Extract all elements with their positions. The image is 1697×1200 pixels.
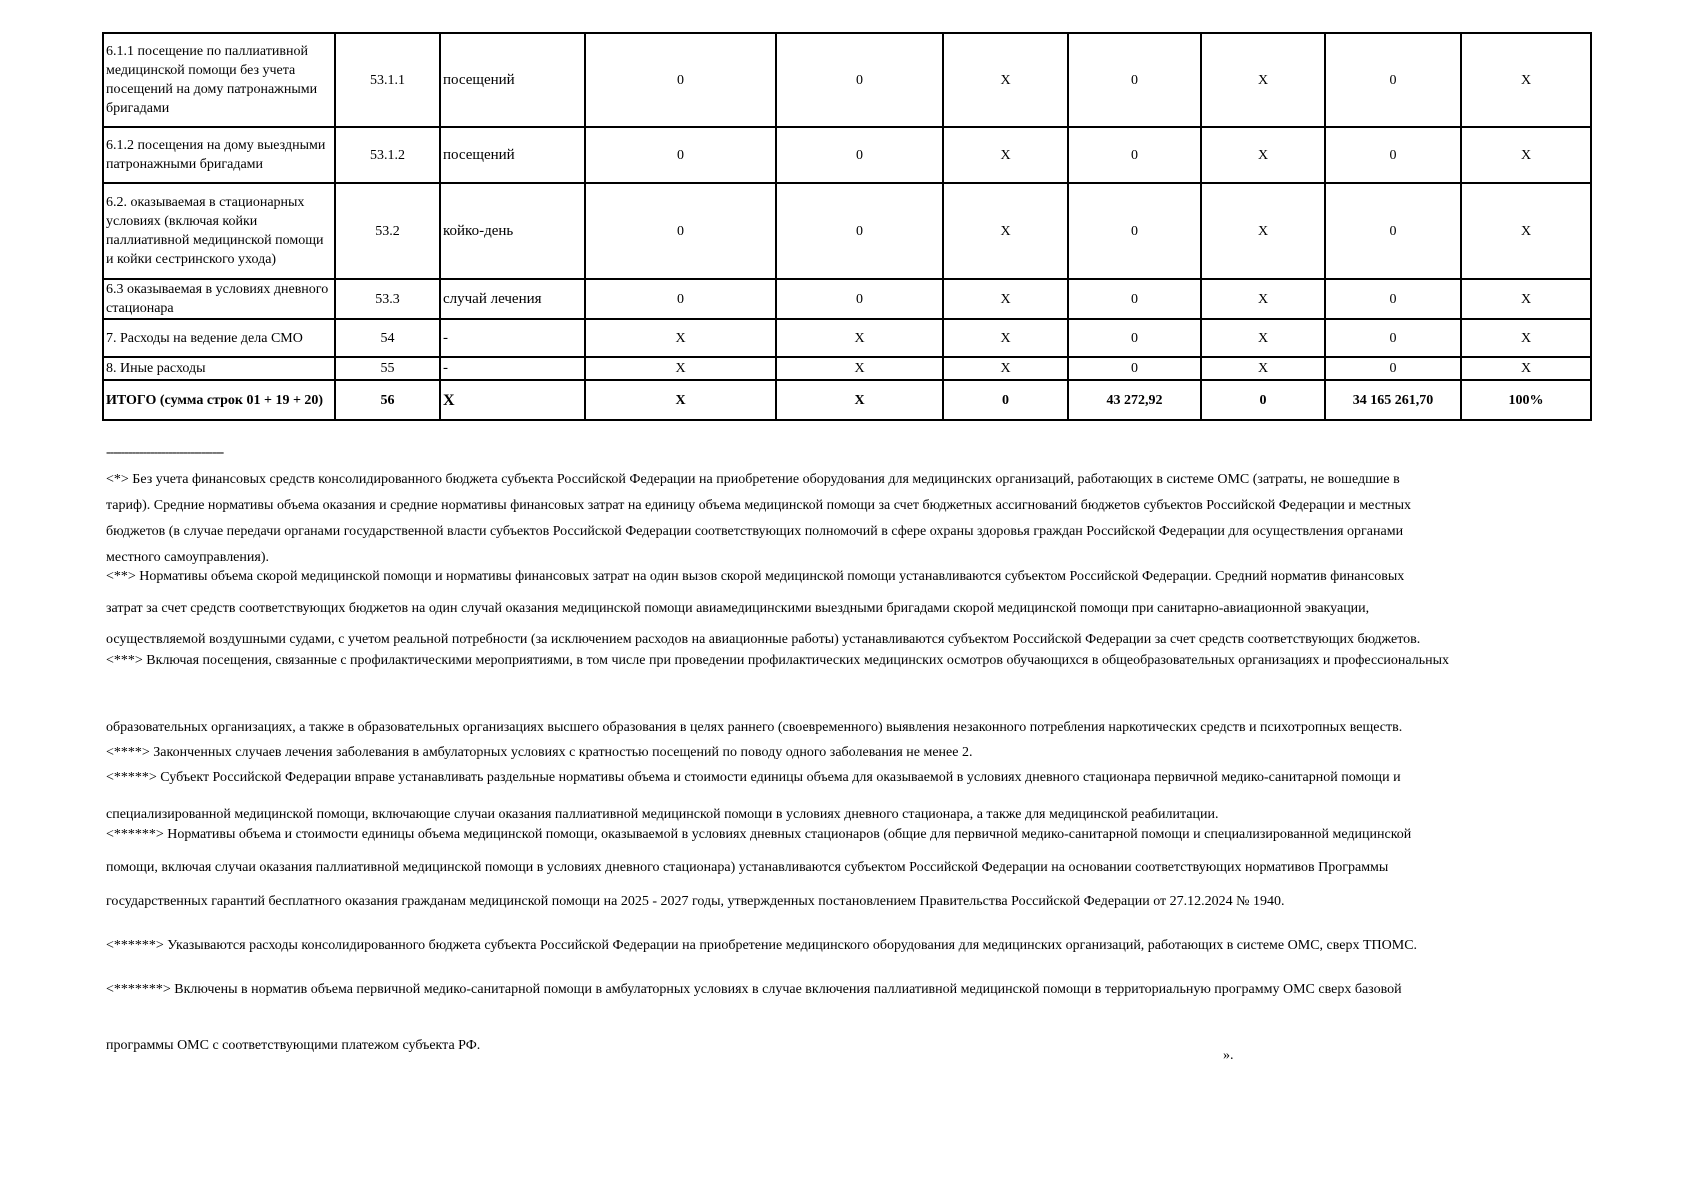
cell-c5: 0 — [1201, 380, 1325, 420]
cell-code: 54 — [335, 319, 440, 357]
cell-name: 6.3 оказываемая в условиях дневного стационара — [103, 279, 335, 319]
cell-unit: койко-день — [440, 183, 585, 279]
cell-c3: X — [943, 357, 1068, 380]
cell-c1: X — [585, 357, 776, 380]
cell-unit: случай лечения — [440, 279, 585, 319]
cell-c7: X — [1461, 127, 1591, 183]
footnote-line: <***> Включая посещения, связанные с профилактическими мероприятиями, в том числе при проведении профилактических медицинских осмотров обучающихся в общеобразовательных организациях и профессиональных — [106, 653, 1449, 668]
cell-c5: X — [1201, 183, 1325, 279]
cell-code: 56 — [335, 380, 440, 420]
cell-c7: X — [1461, 183, 1591, 279]
cell-c1: X — [585, 319, 776, 357]
cell-c2: X — [776, 380, 943, 420]
cell-c5: X — [1201, 33, 1325, 127]
cell-unit: посещений — [440, 33, 585, 127]
cell-c4: 0 — [1068, 33, 1201, 127]
cell-c7: 100% — [1461, 380, 1591, 420]
footnote-line: <*> Без учета финансовых средств консолидированного бюджета субъекта Российской Федерации на приобретение оборудования для медицинских организаций, работающих в системе ОМС (затраты, не вошедшие в — [106, 472, 1400, 487]
cell-c2: 0 — [776, 279, 943, 319]
cell-c1: 0 — [585, 127, 776, 183]
cell-c1: 0 — [585, 183, 776, 279]
table-row — [103, 319, 1591, 357]
footnote-line: программы ОМС с соответствующими платежом субъекта РФ. — [106, 1038, 481, 1053]
cell-name: 8. Иные расходы — [103, 357, 335, 380]
cell-c1: 0 — [585, 279, 776, 319]
cell-c6: 0 — [1325, 183, 1461, 279]
cell-unit: посещений — [440, 127, 585, 183]
cell-c3: X — [943, 183, 1068, 279]
cell-c4: 0 — [1068, 279, 1201, 319]
footnote-line: осуществляемой воздушными судами, с учетом реальной потребности (за исключением расходов на авиационные работы) устанавливаются субъектом Российской Федерации за счет средств соответствующих бюджетов. — [106, 632, 1421, 647]
cell-c4: 0 — [1068, 357, 1201, 380]
cell-c3: X — [943, 319, 1068, 357]
footnote-line: <******> Нормативы объема и стоимости единицы объема медицинской помощи, оказываемой в условиях дневных стационаров (общие для первичной медико-санитарной помощи и специализированной медицинской — [106, 827, 1412, 842]
footnote-line: местного самоуправления). — [106, 550, 269, 565]
footnote-line: помощи, включая случаи оказания паллиативной медицинской помощи в условиях дневного стационара) устанавливаются субъектом Российской Федерации на основании соответствующих нормативов Программы — [106, 860, 1389, 875]
footnote-line: тариф). Средние нормативы объема оказания и средние нормативы финансовых затрат на единицу объема медицинской помощи за счет бюджетных ассигнований бюджетов субъектов Российской Федерации и местных — [106, 498, 1411, 513]
cell-name: ИТОГО (сумма строк 01 + 19 + 20) — [103, 380, 335, 420]
cell-c1: 0 — [585, 33, 776, 127]
cell-c4: 0 — [1068, 319, 1201, 357]
cell-c6: 0 — [1325, 357, 1461, 380]
data-table — [102, 32, 1592, 421]
cell-c5: X — [1201, 357, 1325, 380]
table-row — [103, 279, 1591, 319]
cell-name: 6.1.1 посещение по паллиативной медицинской помощи без учета посещений на дому патронажными бригадами — [103, 33, 335, 127]
cell-c6: 0 — [1325, 279, 1461, 319]
cell-c7: X — [1461, 33, 1591, 127]
footnote-separator: -------------------------------- — [106, 445, 224, 460]
footnote-line: затрат за счет средств соответствующих бюджетов на один случай оказания медицинской помощи авиамедицинскими выездными бригадами скорой медицинской помощи при санитарно-авиационной эвакуации, — [106, 601, 1370, 616]
footnote-line: <*****> Субъект Российской Федерации вправе устанавливать раздельные нормативы объема и стоимости единицы объема для оказываемой в условиях дневного стационара первичной медико-санитарной помощи и — [106, 770, 1401, 785]
total-row — [103, 380, 1591, 420]
cell-name: 7. Расходы на ведение дела СМО — [103, 319, 335, 357]
closing-quote: ». — [1223, 1048, 1234, 1063]
footnote-line: <******> Указываются расходы консолидированного бюджета субъекта Российской Федерации на приобретение медицинского оборудования для медицинских организаций, работающих в системе ОМС, сверх ТПОМС. — [106, 938, 1418, 953]
footnote-line: <****> Законченных случаев лечения заболевания в амбулаторных условиях с кратностью посещений по поводу одного заболевания не менее 2. — [106, 745, 973, 760]
cell-c2: X — [776, 357, 943, 380]
cell-c5: X — [1201, 127, 1325, 183]
table-row — [103, 127, 1591, 183]
cell-code: 55 — [335, 357, 440, 380]
cell-c1: X — [585, 380, 776, 420]
cell-name: 6.2. оказываемая в стационарных условиях (включая койки паллиативной медицинской помощи и койки сестринского ухода) — [103, 183, 335, 279]
footnote-line: специализированной медицинской помощи, включающие случаи оказания паллиативной медицинской помощи в условиях дневного стационара, а также для медицинской реабилитации. — [106, 807, 1219, 822]
cell-name: 6.1.2 посещения на дому выездными патронажными бригадами — [103, 127, 335, 183]
cell-c3: X — [943, 33, 1068, 127]
cell-code: 53.1.2 — [335, 127, 440, 183]
cell-c6: 34 165 261,70 — [1325, 380, 1461, 420]
cell-c2: 0 — [776, 33, 943, 127]
cell-unit: X — [440, 380, 585, 420]
cell-c2: 0 — [776, 127, 943, 183]
table-row — [103, 357, 1591, 380]
cell-c6: 0 — [1325, 33, 1461, 127]
cell-c2: 0 — [776, 183, 943, 279]
footnote-line: бюджетов (в случае передачи органами государственной власти субъектов Российской Федерации соответствующих полномочий в сфере охраны здоровья граждан Российской Федерации для осуществления органами — [106, 524, 1404, 539]
cell-c7: X — [1461, 319, 1591, 357]
cell-code: 53.2 — [335, 183, 440, 279]
footnote-line: образовательных организациях, а также в образовательных организациях высшего образования в целях раннего (своевременного) выявления незаконного потребления наркотических средств и психотропных веществ. — [106, 720, 1403, 735]
cell-c4: 0 — [1068, 183, 1201, 279]
cell-c5: X — [1201, 279, 1325, 319]
cell-c7: X — [1461, 357, 1591, 380]
footnote-line: государственных гарантий бесплатного оказания гражданам медицинской помощи на 2025 - 2027 годы, утвержденных постановлением Правительства Российской Федерации от 27.12.2024 № 1940. — [106, 894, 1285, 909]
cell-unit: - — [440, 357, 585, 380]
cell-c3: X — [943, 127, 1068, 183]
footnote-line: <*******> Включены в норматив объема первичной медико-санитарной помощи в амбулаторных условиях в случае включения паллиативной медицинской помощи в территориальную программу ОМС сверх базовой — [106, 982, 1402, 997]
cell-c3: X — [943, 279, 1068, 319]
table-row — [103, 183, 1591, 279]
cell-c2: X — [776, 319, 943, 357]
cell-c3: 0 — [943, 380, 1068, 420]
cell-code: 53.1.1 — [335, 33, 440, 127]
cell-c4: 43 272,92 — [1068, 380, 1201, 420]
cell-unit: - — [440, 319, 585, 357]
cell-c6: 0 — [1325, 127, 1461, 183]
cell-code: 53.3 — [335, 279, 440, 319]
cell-c4: 0 — [1068, 127, 1201, 183]
cell-c5: X — [1201, 319, 1325, 357]
cell-c7: X — [1461, 279, 1591, 319]
table-row — [103, 33, 1591, 127]
footnote-line: <**> Нормативы объема скорой медицинской помощи и нормативы финансовых затрат на один вызов скорой медицинской помощи устанавливаются субъектом Российской Федерации. Средний норматив финансовых — [106, 569, 1405, 584]
cell-c6: 0 — [1325, 319, 1461, 357]
